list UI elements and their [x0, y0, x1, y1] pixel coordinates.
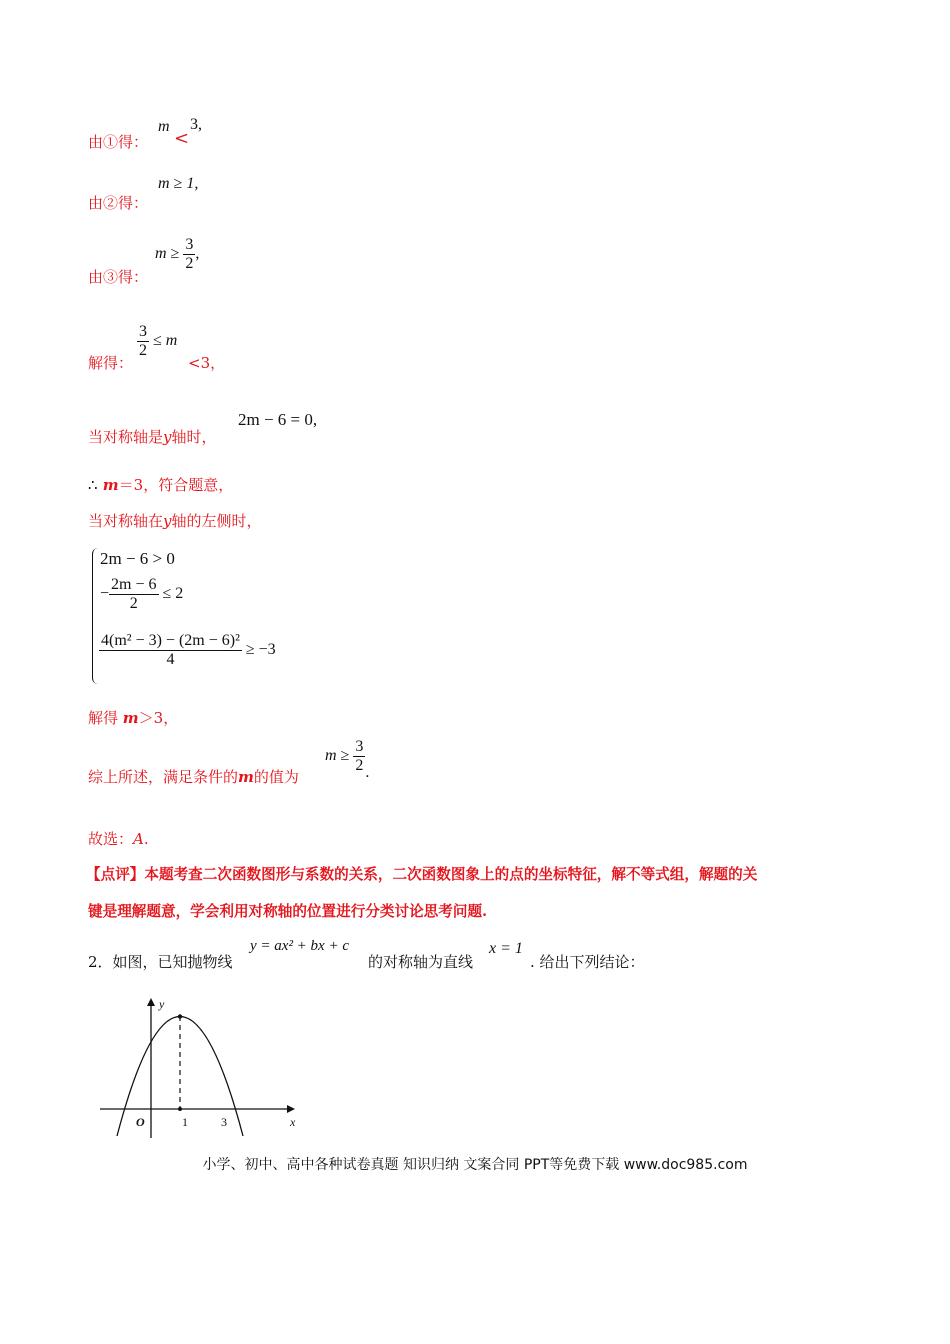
case-y-equation: 2m − 6 = 0,: [238, 410, 318, 429]
x-axis-arrow: [287, 1105, 295, 1113]
case-y-text2: 轴时，: [171, 428, 217, 446]
solve2-line: [88, 707, 178, 728]
q2-axis: x = 1: [489, 940, 523, 957]
step1-value: 3,: [190, 116, 202, 133]
tick-point-1: [178, 1107, 182, 1111]
step3-num: 3: [185, 236, 194, 253]
step1-lt: <: [174, 128, 190, 149]
step1-m: m: [158, 118, 170, 135]
system-row3-den: 4: [166, 650, 175, 668]
case-left-var: y: [163, 512, 172, 530]
solve-tail: <3，: [188, 354, 226, 372]
choice-text: 故选：: [88, 830, 134, 848]
tick-label-1: 1: [182, 1115, 188, 1129]
case-y-text: 当对称轴是: [88, 428, 164, 446]
case-left-text2: 轴的左侧时，: [171, 512, 262, 530]
summary-num: 3: [355, 738, 364, 755]
choice-dot: .: [143, 830, 149, 848]
footer-text: 小学、初中、高中各种试卷真题 知识归纳 文案合同 PPT等免费下载 www.doc985.com: [202, 1157, 748, 1173]
case-y-axis: [88, 426, 217, 447]
system-row2: [100, 576, 183, 612]
solve-fraction: [137, 323, 149, 359]
therefore-line: [88, 474, 233, 495]
origin-label: O: [136, 1115, 145, 1129]
system-row2-rest: ≤ 2: [162, 585, 184, 603]
therefore-m: m: [102, 476, 119, 494]
system-row3-rest: ≥ −3: [245, 641, 276, 659]
step3-den: 2: [185, 254, 194, 272]
summary-dot: .: [365, 764, 370, 782]
summary-den: 2: [355, 756, 364, 774]
system-row1: 2m − 6 > 0: [100, 549, 175, 568]
therefore-rest: ＝3，符合题意，: [118, 476, 234, 494]
solve-rest: ≤ m: [153, 332, 178, 350]
x-axis-label: x: [290, 1115, 296, 1129]
system-row3: [99, 632, 276, 668]
choice-answer: A: [133, 830, 144, 848]
vertex-point: [178, 1014, 182, 1018]
y-axis-arrow: [147, 998, 155, 1006]
step3-fraction: [183, 236, 195, 272]
choice-line: [88, 828, 149, 849]
step3-comma: ,: [195, 245, 200, 263]
step2-label: 由②得：: [88, 194, 149, 212]
system-row2-sign: −: [100, 585, 110, 603]
system-row2-num: 2m − 6: [111, 576, 157, 593]
q2-mid: 的对称轴为直线: [368, 953, 474, 971]
q2-equation: y = ax² + bx + c: [250, 938, 349, 954]
q2-prefix: 2．如图，已知抛物线: [88, 953, 233, 971]
step1-label: 由①得：: [88, 133, 149, 151]
summary-math: [325, 738, 370, 782]
summary-m-ge: m ≥: [325, 747, 350, 765]
summary-text2: 的值为: [253, 768, 299, 786]
summary-text: 综上所述，满足条件的: [88, 768, 239, 786]
system-row3-num: 4(m² − 3) − (2m − 6)²: [101, 632, 240, 649]
step3-m: m ≥: [155, 245, 180, 263]
summary-m: m: [238, 768, 254, 786]
solve2-rest: ＞3，: [138, 709, 179, 727]
solve2-text: 解得: [88, 709, 119, 727]
case-left-text: 当对称轴在: [88, 512, 164, 530]
system-row2-den: 2: [129, 594, 138, 612]
case-y-var: y: [163, 428, 172, 446]
step3-label: 由③得：: [88, 268, 149, 286]
tick-label-3: 3: [221, 1115, 227, 1129]
summary-line: [88, 766, 299, 787]
q2-suffix: . 给出下列结论：: [530, 953, 645, 971]
solve-num: 3: [139, 323, 147, 340]
solve-den: 2: [139, 341, 147, 359]
parabola-graph: [95, 992, 310, 1140]
system-brace: [92, 548, 99, 684]
therefore-symbol: ∴: [88, 476, 98, 494]
solve-label: 解得：: [88, 354, 134, 372]
comment-line2: 键是理解题意，学会利用对称轴的位置进行分类讨论思考问题.: [88, 903, 488, 920]
solve2-m: m: [122, 709, 139, 727]
comment-line1: 【点评】本题考查二次函数图形与系数的关系，二次函数图象上的点的坐标特征，解不等式组，解题的关: [86, 866, 758, 883]
y-axis-label: y: [159, 997, 165, 1011]
case-left: [88, 510, 262, 531]
step2-math: m ≥ 1,: [158, 175, 199, 192]
